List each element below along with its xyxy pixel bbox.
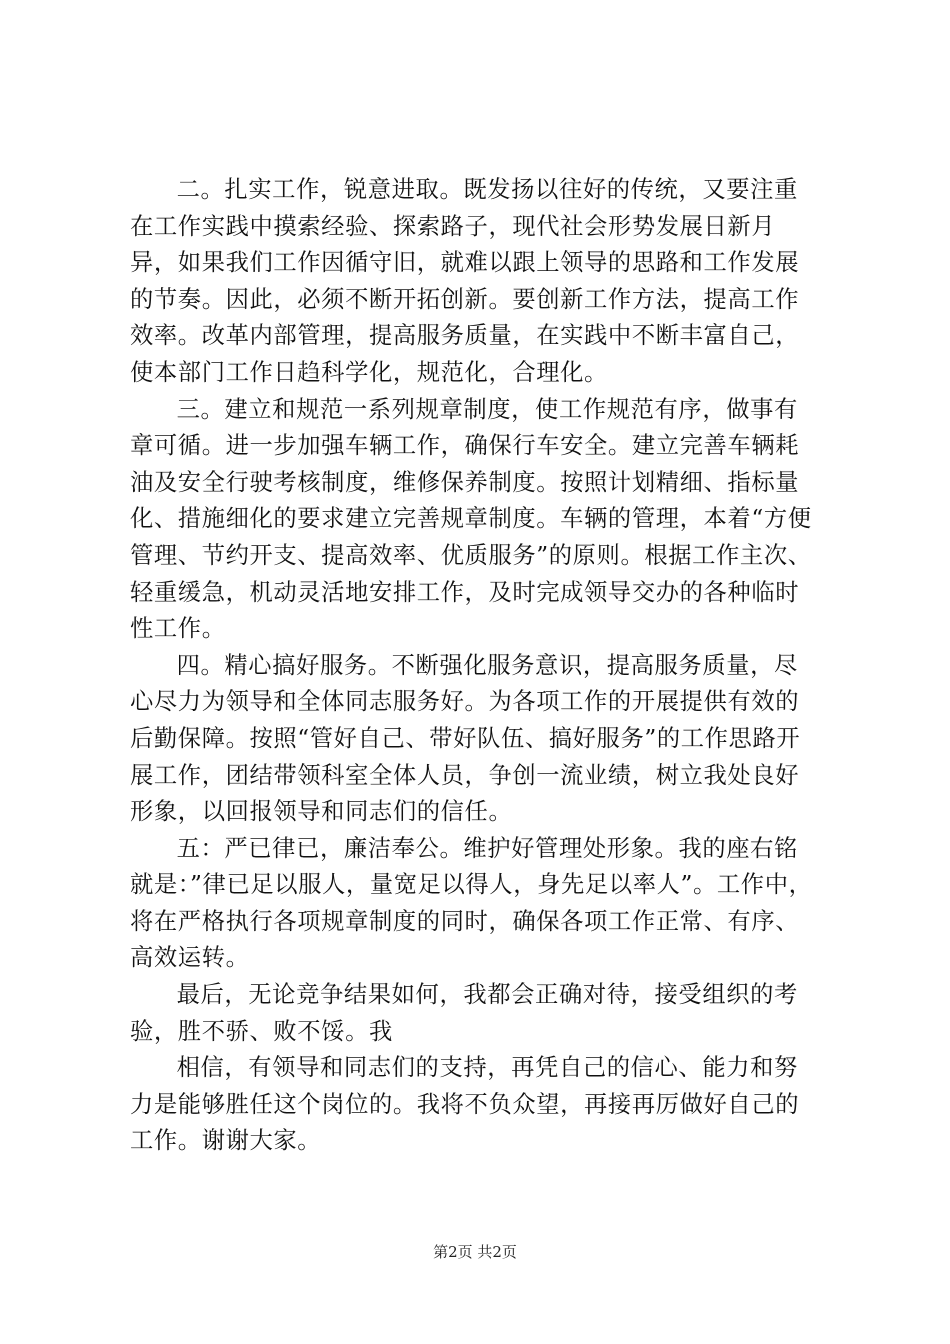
paragraph-closing: 最后，无论竞争结果如何，我都会正确对待，接受组织的考验，胜不骄、败不馁。我 <box>130 981 798 1045</box>
paragraph-5: 五：严已律已，廉洁奉公。维护好管理处形象。我的座右铭就是：”律已足以服人，量宽足以得人，身先足以率人”。工作中，将在严格执行各项规章制度的同时，确保各项工作正常、有序、高效运转。 <box>130 834 813 972</box>
paragraph-3: 三。建立和规范一系列规章制度，使工作规范有序，做事有章可循。进一步加强车辆工作，确保行车安全。建立完善车辆耗油及安全行驶考核制度，维修保养制度。按照计划精细、指标量化、措施细化的要求建立完善规章制度。车辆的管理，本着“方便管理、节约开支、提高效率、优质服务”的原则。根据工作主次、轻重缓急，机动灵活地安排工作，及时完成领导交办的各种临时性工作。 <box>130 395 812 643</box>
paragraph-2: 二。扎实工作，锐意进取。既发扬以往好的传统，又要注重在工作实践中摸索经验、探索路子，现代社会形势发展日新月异，如果我们工作因循守旧，就难以跟上领导的思路和工作发展的节奏。因此，必须不断开拓创新。要创新工作方法，提高工作效率。改革内部管理，提高服务质量，在实践中不断丰富自己，使本部门工作日趋科学化，规范化，合理化。 <box>130 176 800 386</box>
page-number-footer: 第2页 共2页 <box>433 1243 517 1261</box>
paragraph-4: 四。精心搞好服务。不断强化服务意识，提高服务质量，尽心尽力为领导和全体同志服务好。为各项工作的开展提供有效的后勤保障。按照“管好自己、带好队伍、搞好服务”的工作思路开展工作，团结带领科室全体人员，争创一流业绩，树立我处良好形象，以回报领导和同志们的信任。 <box>130 651 801 826</box>
document-body <box>130 172 820 1160</box>
paragraph-closing-continued: 相信，有领导和同志们的支持，再凭自己的信心、能力和努力是能够胜任这个岗位的。我将不负众望，再接再厉做好自己的工作。谢谢大家。 <box>130 1054 800 1155</box>
